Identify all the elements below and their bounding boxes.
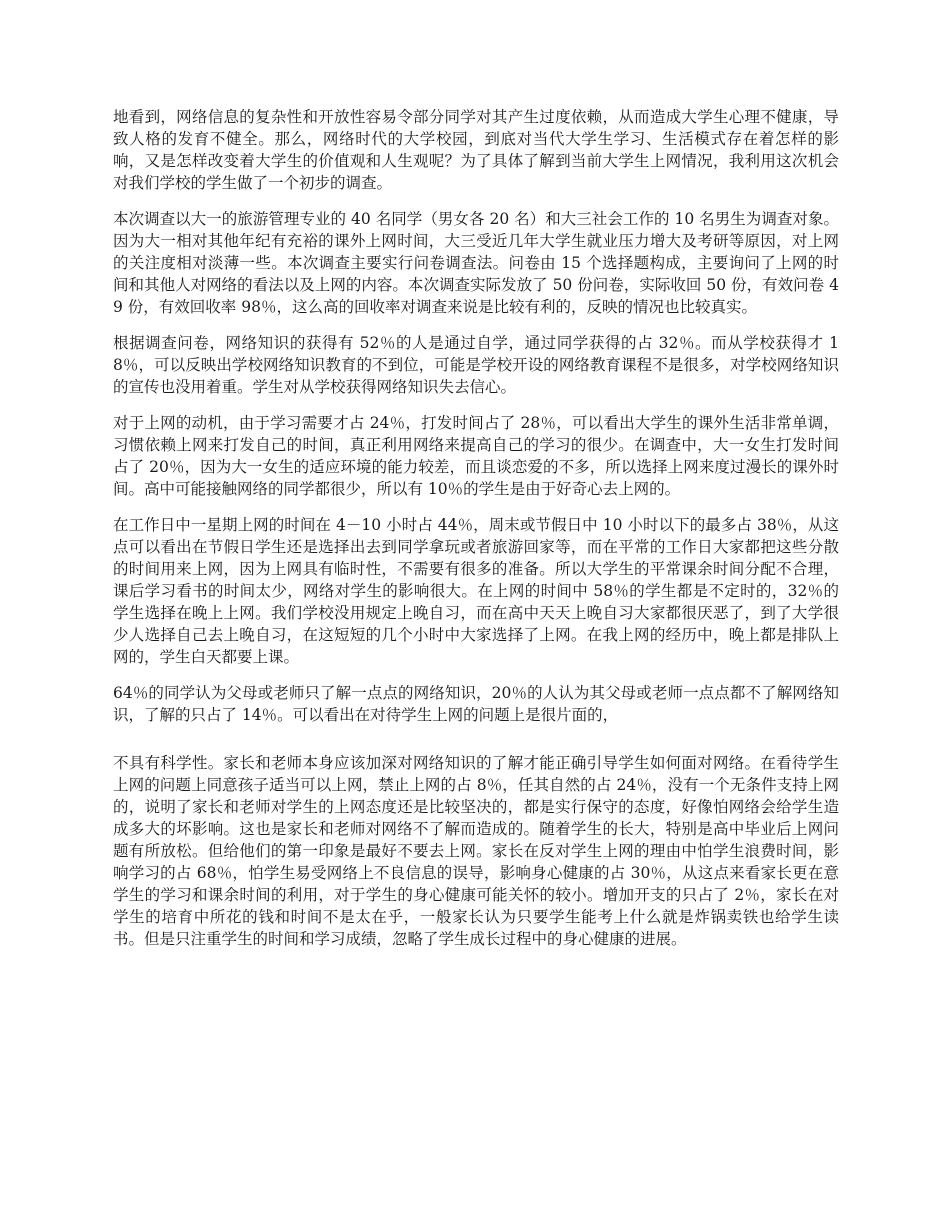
- paragraph-online-time: 在工作日中一星期上网的时间在 4－10 小时占 44％，周末或节假日中 10 小时以下的最多占 38％，从这点可以看出在节假日学生还是选择出去到同学拿玩或者旅游回家等，而在平常的工作日大家都把这些分散的时间用来上网，因为上网具有临时性，不需要有很多的准备。所以大学生的平常课余时间分配不合理，课后学习看书的时间太少，网络对学生的影响很大。在上网的时间中 58％的学生都是不定时的，32％的学生选择在晚上上网。我们学校没用规定上晚自习，而在高中天天上晚自习大家都很厌恶了，到了大学很少人选择自己去上晚自习，在这短短的几个小时中大家选择了上网。在我上网的经历中，晚上都是排队上网的，学生白天都要上课。: [113, 516, 839, 666]
- paragraph-knowledge-source: 根据调查问卷，网络知识的获得有 52％的人是通过自学，通过同学获得的占 32％。而从学校获得才 18％，可以反映出学校网络知识教育的不到位，可能是学校开设的网络教育课程不是很多，对学校网络知识的宣传也没用着重。学生对从学校获得网络知识失去信心。: [113, 334, 839, 396]
- paragraph-motivation: 对于上网的动机，由于学习需要才占 24％，打发时间占了 28％，可以看出大学生的课外生活非常单调，习惯依赖上网来打发自己的时间，真正利用网络来提高自己的学习的很少。在调查中，大一女生打发时间占了 20％，因为大一女生的适应环境的能力较差，而且谈恋爱的不多，所以选择上网来度过漫长的课外时间。高中可能接触网络的同学都很少，所以有 10％的学生是由于好奇心去上网的。: [113, 414, 839, 498]
- paragraph-parent-attitude: 不具有科学性。家长和老师本身应该加深对网络知识的了解才能正确引导学生如何面对网络。在看待学生上网的问题上同意孩子适当可以上网，禁止上网的占 8％，任其自然的占 24％，没有一个无条件支持上网的，说明了家长和老师对学生的上网态度还是比较坚决的，都是实行保守的态度，好像怕网络会给学生造成多大的坏影响。这也是家长和老师对网络不了解而造成的。随着学生的长大，特别是高中毕业后上网问题有所放松。但给他们的第一印象是最好不要去上网。家长在反对学生上网的理由中怕学生浪费时间，影响学习的占 68％，怕学生易受网络上不良信息的误导，影响身心健康的占 30％，从这点来看家长更在意学生的学习和课余时间的利用，对于学生的身心健康可能关怀的较小。增加开支的只占了 2％，家长在对学生的培育中所花的钱和时间不是太在乎，一般家长认为只要学生能考上什么就是炸锅卖铁也给学生读书。但是只注重学生的时间和学习成绩，忽略了学生成长过程中的身心健康的进展。: [113, 754, 839, 948]
- paragraph-parent-knowledge: 64％的同学认为父母或老师只了解一点点的网络知识，20％的人认为其父母或老师一点点都不了解网络知识，了解的只占了 14％。可以看出在对待学生上网的问题上是很片面的，: [113, 684, 839, 724]
- paragraph-intro: 地看到，网络信息的复杂性和开放性容易令部分同学对其产生过度依赖，从而造成大学生心理不健康，导致人格的发育不健全。那么，网络时代的大学校园，到底对当代大学生学习、生活模式存在着怎样的影响，又是怎样改变着大学生的价值观和人生观呢？为了具体了解到当前大学生上网情况，我利用这次机会对我们学校的学生做了一个初步的调查。: [113, 108, 839, 192]
- document-body: [113, 106, 839, 964]
- paragraph-survey-method: 本次调查以大一的旅游管理专业的 40 名同学（男女各 20 名）和大三社会工作的 10 名男生为调查对象。因为大一相对其他年纪有充裕的课外上网时间，大三受近几年大学生就业压力增大及考研等原因，对上网的关注度相对淡薄一些。本次调查主要实行问卷调查法。问卷由 15 个选择题构成，主要询问了上网的时间和其他人对网络的看法以及上网的内容。本次调查实际发放了 50 份问卷，实际收回 50 份，有效问卷 49 份，有效回收率 98％，这么高的回收率对调查来说是比较有利的，反映的情况也比较真实。: [113, 210, 839, 316]
